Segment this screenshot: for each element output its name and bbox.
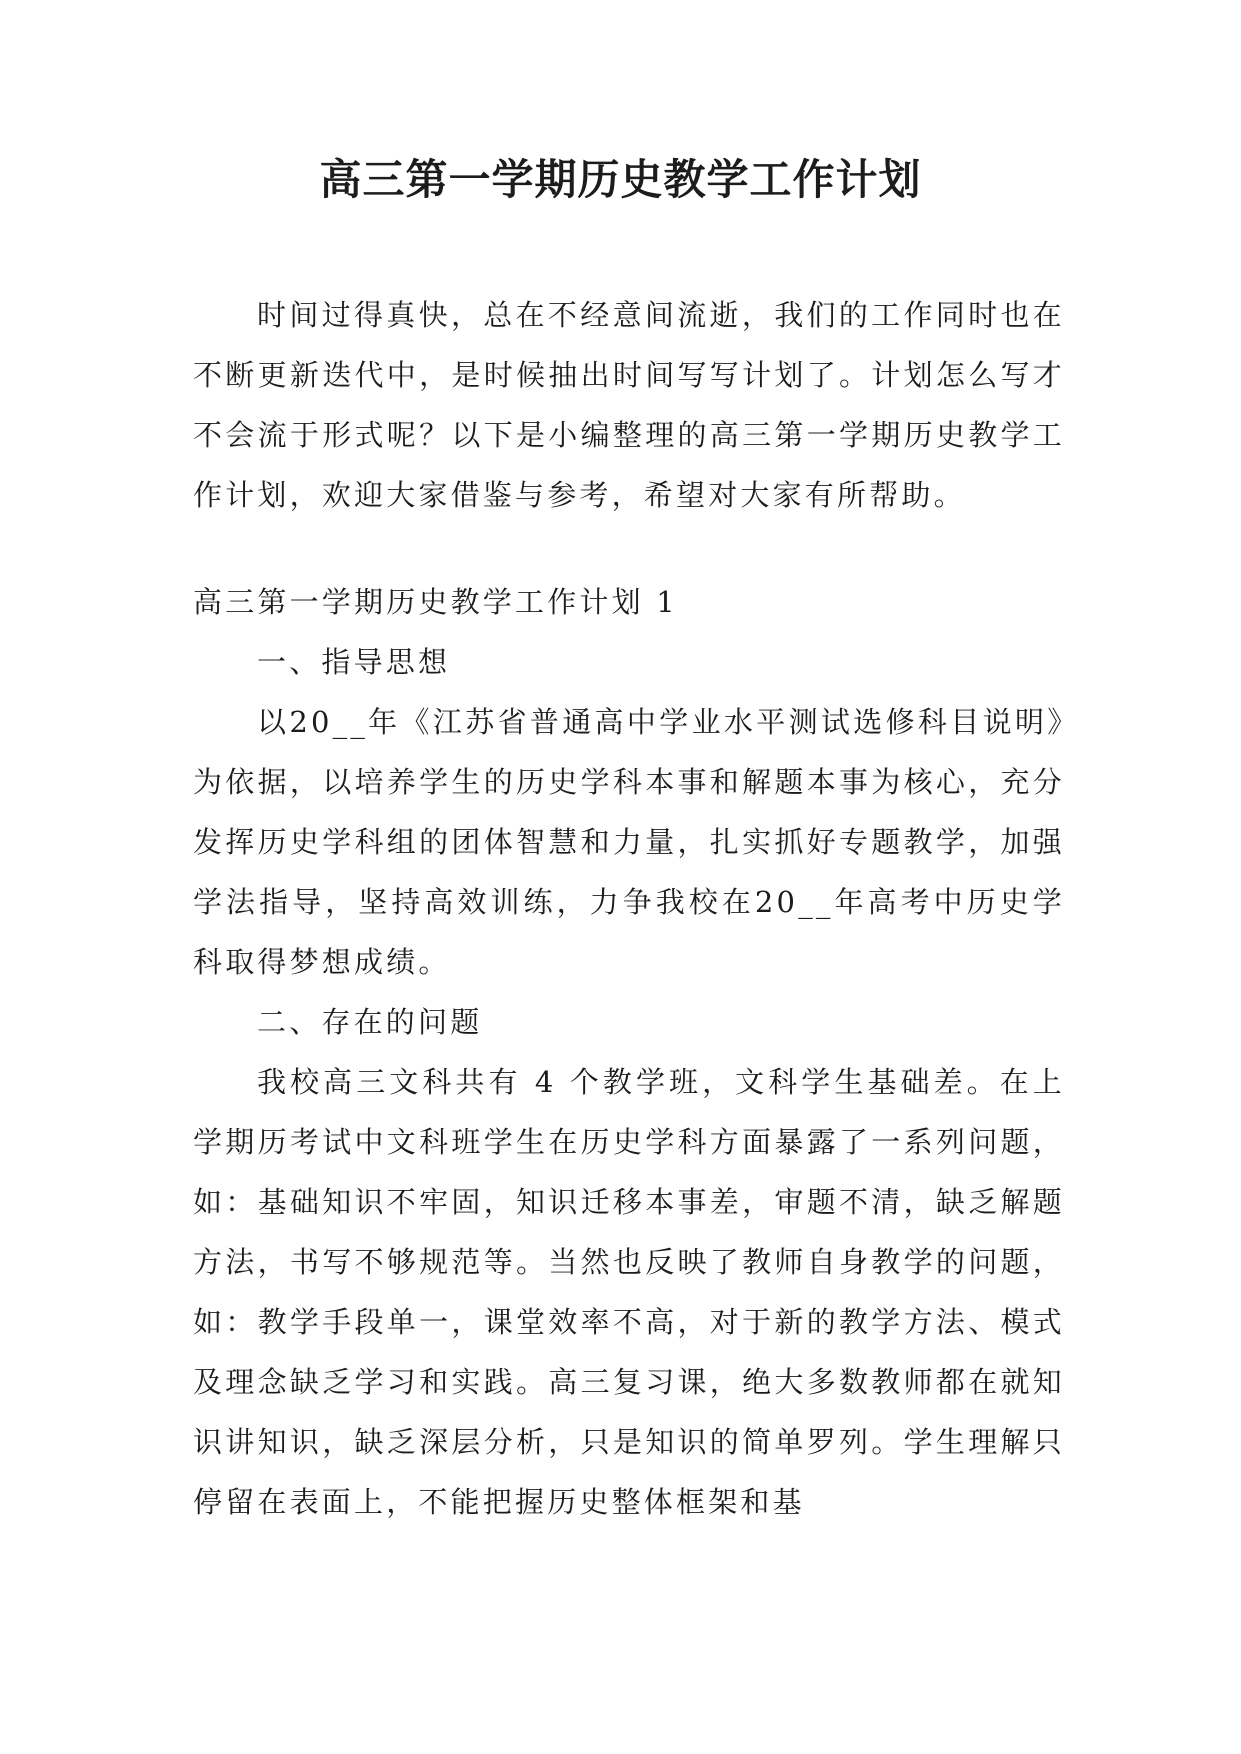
heading-guiding-ideology: 一、指导思想 [257, 645, 451, 679]
paragraph-existing-problems: 我校高三文科共有 4 个教学班，文科学生基础差。在上学期历考试中文科班学生在历史学科方面暴露了一系列问题，如：基础知识不牢固，知识迁移本事差，审题不清，缺乏解题方法，书写不够规范等。当然也反映了教师自身教学的问题，如：教学手段单一，课堂效率不高，对于新的教学方法、模式及理念缺乏学习和实践。高三复习课，绝大多数教师都在就知识讲知识，缺乏深层分析，只是知识的简单罗列。学生理解只停留在表面上，不能把握历史整体框架和基 [193, 1065, 1065, 1519]
document-title: 高三第一学期历史教学工作计划 [319, 155, 922, 204]
paragraph-guiding-ideology: 以20__年《江苏省普通高中学业水平测试选修科目说明》为依据，以培养学生的历史学科本事和解题本事为核心，充分发挥历史学科组的团体智慧和力量，扎实抓好专题教学，加强学法指导，坚持高效训练，力争我校在20__年高考中历史学科取得梦想成绩。 [193, 705, 1065, 979]
intro-paragraph: 时间过得真快，总在不经意间流逝，我们的工作同时也在不断更新迭代中，是时候抽出时间写写计划了。计划怎么写才不会流于形式呢？以下是小编整理的高三第一学期历史教学工作计划，欢迎大家借鉴与参考，希望对大家有所帮助。 [193, 298, 1065, 512]
section-title: 高三第一学期历史教学工作计划 1 [193, 585, 678, 619]
heading-existing-problems: 二、存在的问题 [257, 1005, 483, 1039]
document-body [193, 285, 1065, 1532]
